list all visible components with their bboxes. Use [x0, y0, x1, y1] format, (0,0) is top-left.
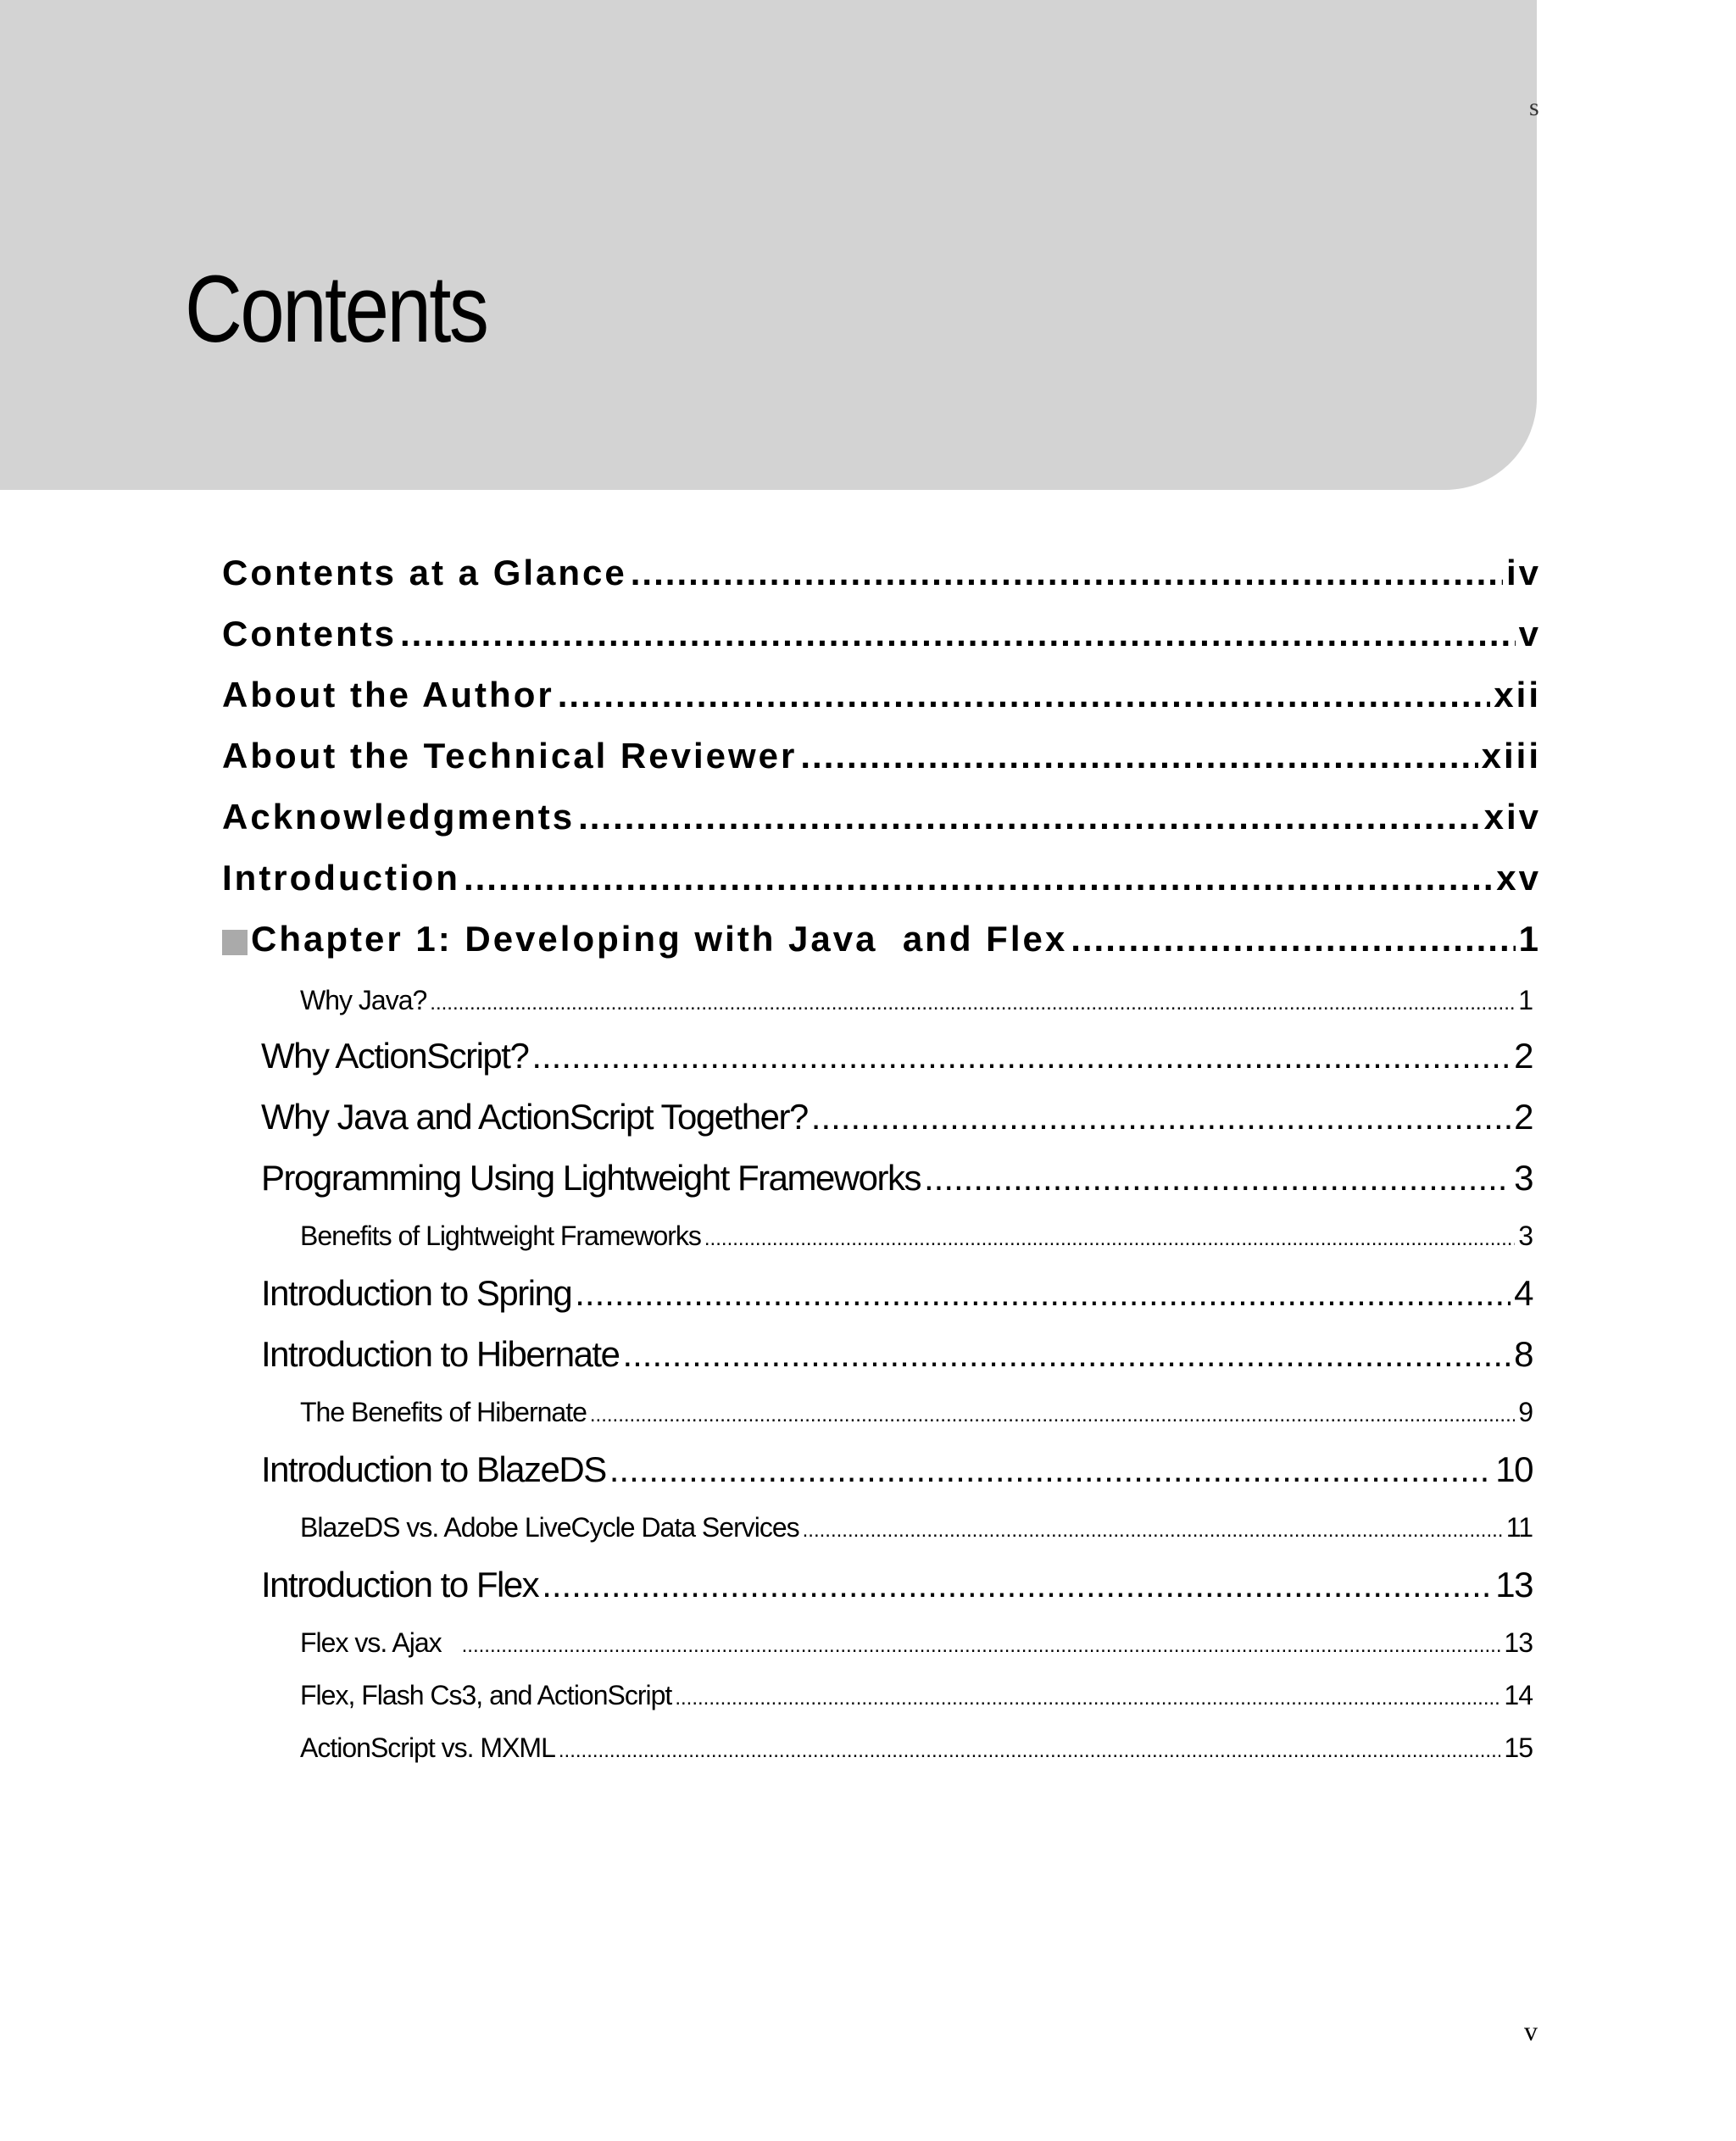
toc-entry-page: 3 [1518, 1221, 1533, 1251]
toc-entry-label: Programming Using Lightweight Frameworks [261, 1158, 921, 1198]
dot-leader [675, 1687, 1500, 1710]
toc-section-why-actionscript[interactable] [261, 1036, 1533, 1083]
page-number: v [1524, 2016, 1538, 2046]
toc-section-introduction-to-flex[interactable] [261, 1565, 1533, 1612]
toc-entry-introduction[interactable] [222, 858, 1541, 905]
toc-entry-about-the-author[interactable] [222, 675, 1541, 722]
toc-subsection-benefits-lightweight[interactable] [300, 1221, 1533, 1254]
toc-entry-page: 13 [1504, 1627, 1533, 1658]
toc-section-introduction-to-spring[interactable] [261, 1273, 1533, 1321]
toc-entry-page: 10 [1495, 1449, 1533, 1489]
toc-entry-label: About the Author [222, 675, 554, 715]
toc-entry-page: 14 [1504, 1680, 1533, 1710]
toc-entry-page: xiv [1483, 797, 1541, 837]
dot-leader [631, 553, 1503, 593]
toc-entry-label: Chapter 1: Developing with Java and Flex [251, 919, 1068, 959]
toc-entry-page: v [1518, 614, 1541, 653]
toc-entry-label: Benefits of Lightweight Frameworks [300, 1221, 701, 1251]
toc-entry-page: 15 [1504, 1732, 1533, 1763]
toc-entry-label: About the Technical Reviewer [222, 736, 798, 776]
toc-entry-label: Why Java? [300, 985, 427, 1015]
toc-entry-page: 9 [1518, 1397, 1533, 1427]
toc-entry-page: 1 [1518, 919, 1541, 959]
toc-subsection-benefits-of-hibernate[interactable] [300, 1397, 1533, 1431]
dot-leader [622, 1334, 1511, 1375]
page-title: Contents [185, 256, 487, 362]
toc-entry-label: Introduction to Hibernate [261, 1334, 620, 1374]
toc-entry-page: iv [1505, 553, 1541, 592]
toc-entry-label: Why ActionScript? [261, 1036, 529, 1076]
toc-section-introduction-to-hibernate[interactable] [261, 1334, 1533, 1382]
dot-leader [430, 992, 1515, 1015]
toc-entry-label: Introduction to BlazeDS [261, 1449, 606, 1489]
toc-entry-label: Introduction to Flex [261, 1565, 539, 1604]
toc-entry-page: 2 [1514, 1097, 1533, 1137]
toc-entry-label: Introduction [222, 858, 460, 898]
toc-entry-about-the-technical-reviewer[interactable] [222, 736, 1541, 783]
dot-leader [609, 1449, 1493, 1490]
dot-leader [924, 1158, 1511, 1198]
toc-entry-label: The Benefits of Hibernate [300, 1397, 587, 1427]
toc-entry-page: 11 [1505, 1512, 1533, 1543]
toc-section-why-java-and-actionscript[interactable] [261, 1097, 1533, 1144]
chapter-square-icon [222, 930, 248, 955]
toc-entry-label: Contents [222, 614, 397, 653]
toc-entry-page: 13 [1495, 1565, 1533, 1604]
dot-leader [464, 858, 1493, 898]
toc-subsection-actionscript-vs-mxml[interactable] [300, 1732, 1533, 1766]
toc-subsection-blazeds-vs-livecycle[interactable] [300, 1512, 1533, 1546]
toc-entry-label: Contents at a Glance [222, 553, 627, 592]
toc-entry-label: Why Java and ActionScript Together? [261, 1097, 808, 1137]
toc-entry-page: xv [1496, 858, 1541, 898]
toc-entry-acknowledgments[interactable] [222, 797, 1541, 844]
toc-subsection-flex-flash-actionscript[interactable] [300, 1680, 1533, 1714]
toc-subsection-why-java[interactable] [300, 985, 1533, 1019]
dot-leader [542, 1565, 1492, 1605]
toc-section-introduction-to-blazeds[interactable] [261, 1449, 1533, 1497]
toc-entry-page: 8 [1514, 1334, 1533, 1374]
toc-entry-label: ActionScript vs. MXML [300, 1732, 555, 1763]
toc-entry-page: xiii [1481, 736, 1541, 776]
toc-entry-contents[interactable] [222, 614, 1541, 661]
dot-leader [803, 1519, 1503, 1543]
dot-leader [590, 1404, 1515, 1427]
toc-section-lightweight-frameworks[interactable] [261, 1158, 1533, 1205]
toc-entry-label: BlazeDS vs. Adobe LiveCycle Data Services [300, 1512, 799, 1543]
dot-leader [704, 1227, 1515, 1251]
dot-leader [400, 614, 1516, 654]
header-running-mark: s [1529, 93, 1539, 121]
toc-entry-label: Flex vs. Ajax [300, 1627, 442, 1658]
toc-entry-contents-at-a-glance[interactable] [222, 553, 1541, 600]
dot-leader [559, 1739, 1501, 1763]
toc-entry-label: Introduction to Spring [261, 1273, 572, 1313]
dot-leader [1071, 919, 1515, 959]
toc-entry-page: 3 [1514, 1158, 1533, 1198]
dot-leader [578, 797, 1481, 837]
dot-leader [462, 1634, 1501, 1658]
dot-leader [800, 736, 1477, 776]
toc-entry-chapter-1[interactable] [222, 919, 1541, 966]
toc-entry-page: 4 [1514, 1273, 1533, 1313]
toc-entry-page: 2 [1514, 1036, 1533, 1076]
toc-entry-label: Flex, Flash Cs3, and ActionScript [300, 1680, 672, 1710]
toc-entry-page: 1 [1518, 985, 1533, 1015]
dot-leader [531, 1036, 1511, 1076]
toc-entry-page: xii [1494, 675, 1541, 715]
dot-leader [575, 1273, 1511, 1314]
dot-leader [558, 675, 1491, 715]
toc-entry-label: Acknowledgments [222, 797, 576, 837]
toc-subsection-flex-vs-ajax[interactable] [300, 1627, 1533, 1661]
dot-leader [811, 1097, 1511, 1137]
